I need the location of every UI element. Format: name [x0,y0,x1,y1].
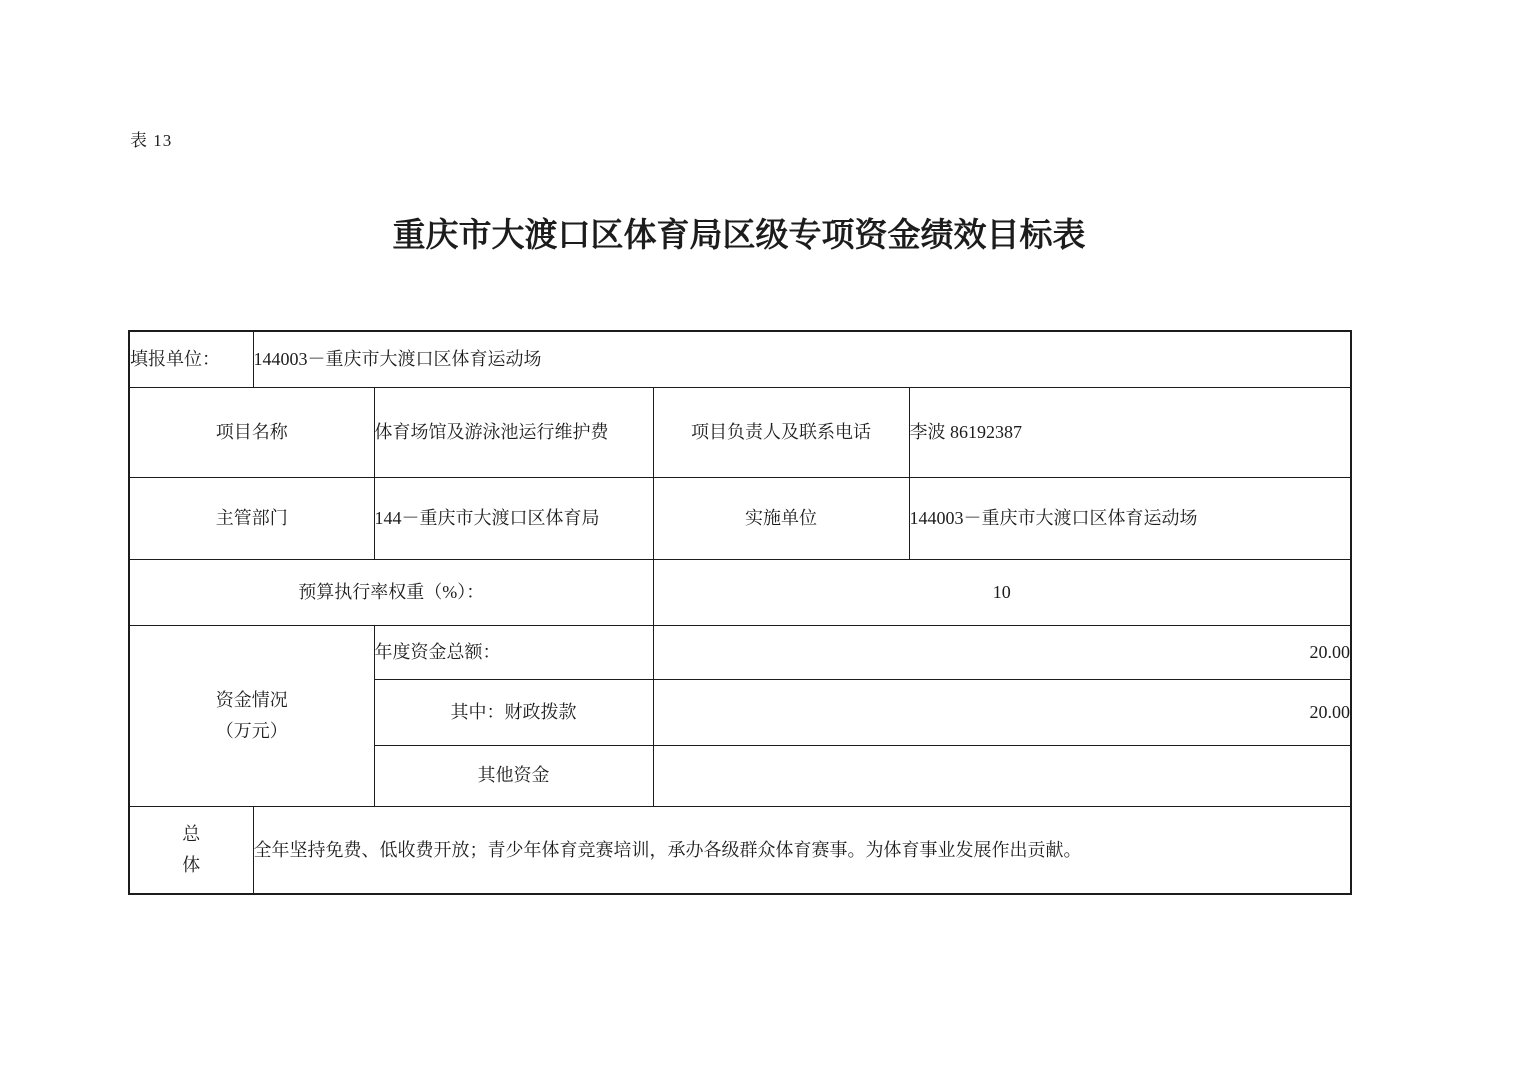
budget-weight-label: 预算执行率权重（%）： [129,559,653,625]
implement-unit-label: 实施单位 [653,477,909,559]
funding-other-label: 其他资金 [374,745,653,806]
overall-goal-value: 全年坚持免费、低收费开放；青少年体育竞赛培训，承办各级群众体育赛事。为体育事业发展作出贡献。 [253,806,1351,894]
budget-weight-value: 10 [653,559,1351,625]
funding-total-value: 20.00 [653,625,1351,679]
funding-group-label-line1: 资金情况 [215,689,288,710]
row-budget-weight [129,559,1351,625]
funding-total-label: 年度资金总额： [374,625,653,679]
project-name-label: 项目名称 [129,387,374,477]
funding-other-value [653,745,1351,806]
row-departments [129,477,1351,559]
project-leader-value: 李波 86192387 [909,387,1351,477]
row-project [129,387,1351,477]
document-title: 重庆市大渡口区体育局区级专项资金绩效目标表 [392,218,1086,254]
overall-goal-label-line2: 体 [182,854,201,875]
funding-group-label [129,625,374,806]
overall-goal-label-line1: 总 [182,823,201,844]
reporting-unit-label: 填报单位： [129,331,253,387]
table-number-label: 表 13 [130,131,173,150]
row-reporting-unit [129,331,1351,387]
funding-fiscal-label: 其中：财政拨款 [374,679,653,745]
project-name-value: 体育场馆及游泳池运行维护费 [374,387,653,477]
row-overall-goal [129,806,1351,894]
supervisor-dept-label: 主管部门 [129,477,374,559]
performance-target-table [128,330,1352,895]
project-leader-label: 项目负责人及联系电话 [653,387,909,477]
row-funding-total [129,625,1351,679]
supervisor-dept-value: 144－重庆市大渡口区体育局 [374,477,653,559]
funding-fiscal-value: 20.00 [653,679,1351,745]
overall-goal-label [129,806,253,894]
implement-unit-value: 144003－重庆市大渡口区体育运动场 [909,477,1351,559]
reporting-unit-value: 144003－重庆市大渡口区体育运动场 [253,331,1351,387]
funding-group-label-line2: （万元） [215,720,288,741]
